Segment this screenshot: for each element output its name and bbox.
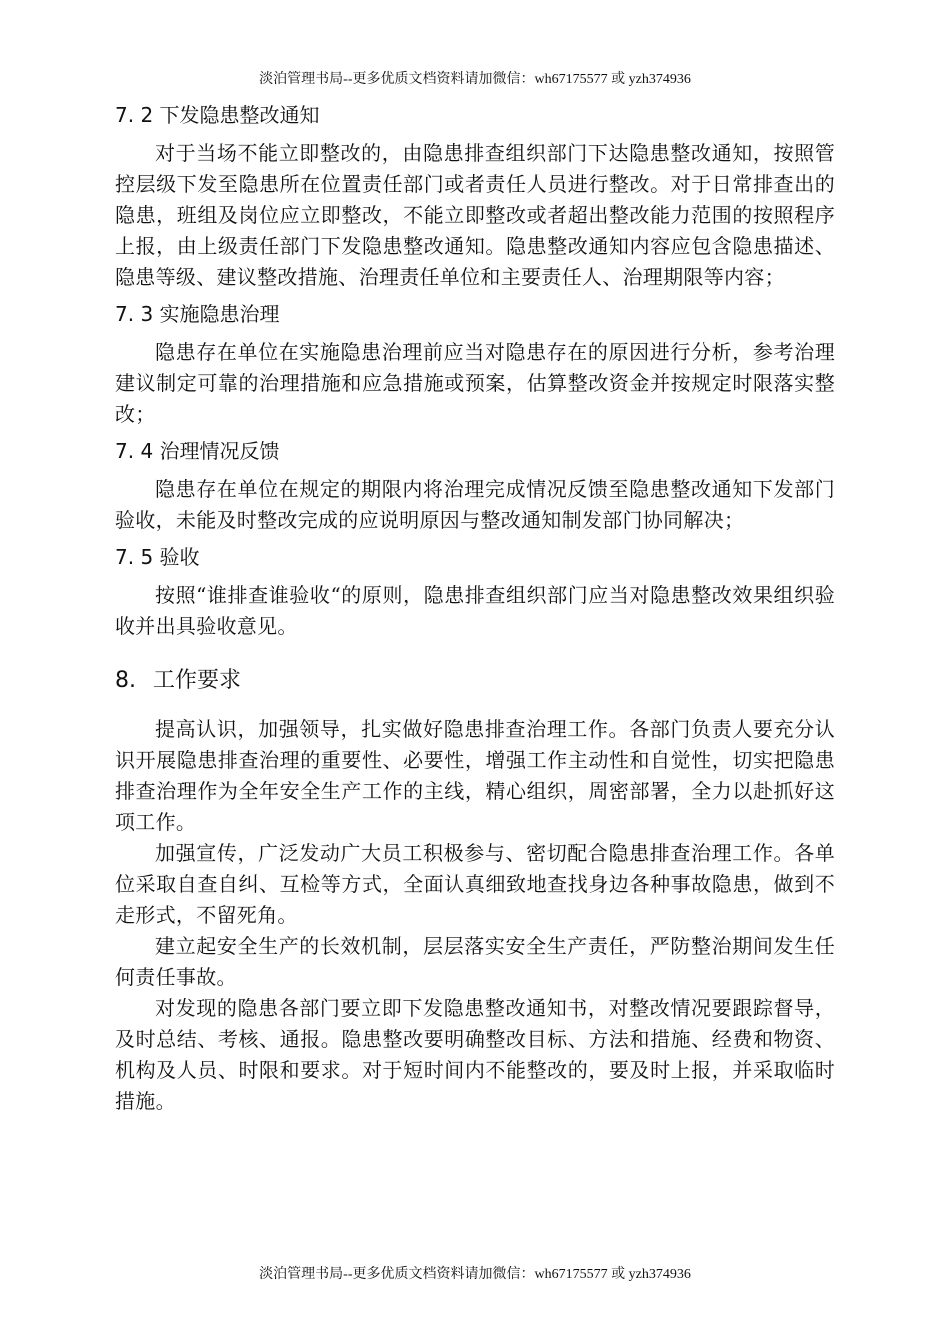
section-heading: 7. 4 治理情况反馈 [115, 439, 280, 463]
section-7-2 [115, 102, 835, 293]
section-7-4 [115, 438, 835, 536]
chapter-8 [115, 666, 835, 1117]
section-paragraph: 按照“谁排查谁验收“的原则，隐患排查组织部门应当对隐患整改效果组织验收并出具验收意见。 [115, 583, 835, 638]
section-heading: 7. 5 验收 [115, 545, 200, 569]
chapter-title: 工作要求 [153, 668, 242, 693]
section-heading: 7. 2 下发隐患整改通知 [115, 103, 320, 127]
chapter-paragraph: 提高认识，加强领导，扎实做好隐患排查治理工作。各部门负责人要充分认识开展隐患排查治理的重要性、必要性，增强工作主动性和自觉性，切实把隐患排查治理作为全年安全生产工作的主线，精心组织，周密部署，全力以赴抓好这项工作。 [115, 717, 835, 834]
chapter-paragraph: 加强宣传，广泛发动广大员工积极参与、密切配合隐患排查治理工作。各单位采取自查自纠、互检等方式，全面认真细致地查找身边各种事故隐患，做到不走形式，不留死角。 [115, 841, 835, 927]
section-paragraph: 隐患存在单位在实施隐患治理前应当对隐患存在的原因进行分析，参考治理建议制定可靠的治理措施和应急措施或预案，估算整改资金并按规定时限落实整改； [115, 340, 835, 426]
page-header-note: 淡泊管理书局--更多优质文档资料请加微信：wh67175577 或 yzh374936 [259, 72, 691, 87]
section-paragraph: 对于当场不能立即整改的，由隐患排查组织部门下达隐患整改通知，按照管控层级下发至隐患所在位置责任部门或者责任人员进行整改。对于日常排查出的隐患，班组及岗位应立即整改，不能立即整改或者超出整改能力范围的按照程序上报，由上级责任部门下发隐患整改通知。隐患整改通知内容应包含隐患描述、隐患等级、建议整改措施、治理责任单位和主要责任人、治理期限等内容； [115, 141, 835, 289]
page-footer-note: 淡泊管理书局--更多优质文档资料请加微信：wh67175577 或 yzh374936 [259, 1267, 691, 1282]
section-paragraph: 隐患存在单位在规定的期限内将治理完成情况反馈至隐患整改通知下发部门验收，未能及时整改完成的应说明原因与整改通知制发部门协同解决； [115, 477, 835, 532]
chapter-paragraph: 建立起安全生产的长效机制，层层落实安全生产责任，严防整治期间发生任何责任事故。 [115, 934, 835, 989]
chapter-paragraph: 对发现的隐患各部门要立即下发隐患整改通知书，对整改情况要跟踪督导，及时总结、考核、通报。隐患整改要明确整改目标、方法和措施、经费和物资、机构及人员、时限和要求。对于短时间内不能整改的，要及时上报，并采取临时措施。 [115, 996, 835, 1113]
section-heading: 7. 3 实施隐患治理 [115, 302, 280, 326]
section-7-5 [115, 544, 835, 642]
chapter-heading [115, 666, 835, 696]
section-7-3 [115, 301, 835, 430]
chapter-number: 8. [115, 668, 136, 693]
document-body [115, 102, 835, 1117]
